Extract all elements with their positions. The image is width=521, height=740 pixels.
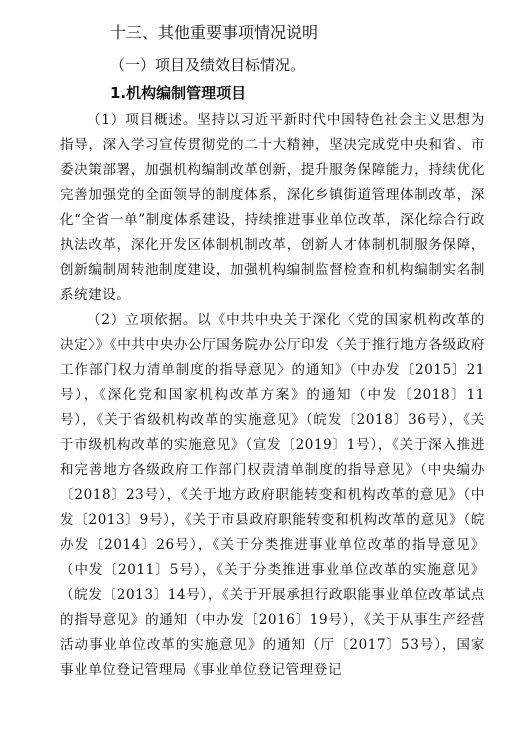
subsection-title: （一）项目及绩效目标情况。: [110, 56, 306, 74]
section-title: 十三、其他重要事项情况说明: [110, 23, 319, 42]
paragraph-overview: （1）项目概述。坚持以习近平新时代中国特色社会主义思想为指导，深入学习宣传贯彻党的二十大精神，坚决完成党中央和省、市委决策部署，加强机构编制改革创新，提升服务保障能力，持续优化完善加强党的全面领导的制度体系，深化乡镇街道管理体制改革，深化“全省一单”制度体系建设，持续推进事业单位改革，深化综合行政执法改革，深化开发区体制机制改革，创新人才体制机制服务保障，创新编制周转池制度建设，加强机构编制监督检查和机构编制实名制系统建设。: [60, 112, 485, 303]
item-title: 1.机构编制管理项目: [110, 84, 247, 102]
paragraph-basis: （2）立项依据。以《中共中央关于深化〈党的国家机构改革的决定〉》《中共中央办公厅国务院办公厅印发〈关于推行地方各级政府工作部门权力清单制度的指导意见〉的通知》（中办发〔2015〕21号），《深化党和国家机构改革方案》的通知（中发〔2018〕11号），《关于省级机构改革的实施意见》（皖发〔2018〕36号），《关于市级机构改革的实施意见》（宣发〔2019〕1号），《关于深入推进和完善地方各级政府工作部门权责清单制度的指导意见》（中央编办〔2018〕23号），《关于地方政府职能转变和机构改革的意见》（中发〔2013〕9号），《关于市县政府职能转变和机构改革的意见》（皖办发〔2014〕26号），《关于分类推进事业单位改革的指导意见》（中发〔2011〕5号），《关于分类推进事业单位改革的实施意见》（皖发〔2013〕14号），《关于开展承担行政职能事业单位改革试点的指导意见》的通知（中办发〔2016〕19号），《关于从事生产经营活动事业单位改革的实施意见》的通知（厅〔2017〕53号），国家事业单位登记管理局《事业单位登记管理登记: [60, 312, 485, 678]
